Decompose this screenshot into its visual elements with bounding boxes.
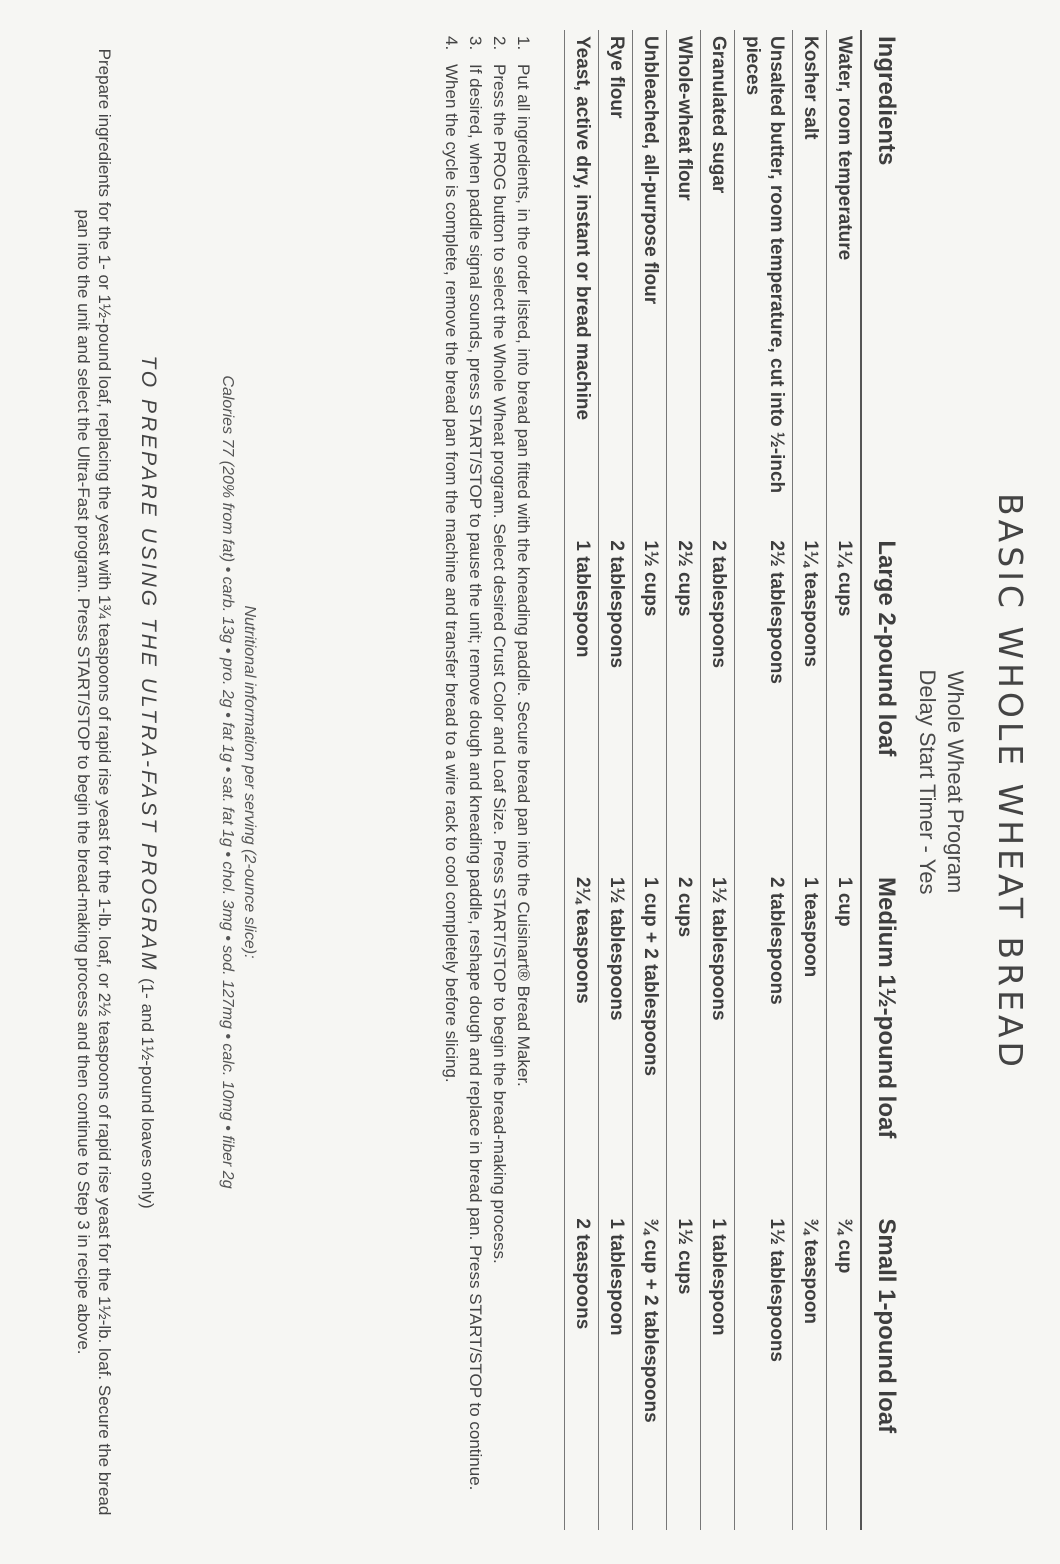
step-number: 2. xyxy=(490,36,509,51)
step-number: 1. xyxy=(514,36,533,51)
medium-amount: 1 cup xyxy=(827,871,862,1212)
large-amount: 1½ cups xyxy=(633,534,667,871)
small-amount: 1 tablespoon xyxy=(701,1212,735,1530)
step-text: Press the PROG button to select the Whole Wheat program. Select desired Crust Color and Loaf Size. Press START/STOP to begin the bread-making process. xyxy=(490,64,509,1264)
large-amount: 1 tablespoon xyxy=(565,534,599,871)
header-large-loaf: Large 2-pound loaf xyxy=(861,534,908,871)
ingredient-name: Yeast, active dry, instant or bread machine xyxy=(565,30,599,534)
large-amount: 1¼ teaspoons xyxy=(793,534,827,871)
ingredient-name: Kosher salt xyxy=(793,30,827,534)
recipe-title: BASIC WHOLE WHEAT BREAD xyxy=(991,493,1030,1071)
large-amount: 2½ tablespoons xyxy=(735,534,793,871)
step-number: 3. xyxy=(466,36,485,51)
medium-amount: 1 cup + 2 tablespoons xyxy=(633,871,667,1212)
ingredient-name: Water, room temperature xyxy=(827,30,862,534)
table-row xyxy=(735,30,793,1530)
medium-amount: 2 cups xyxy=(667,871,701,1212)
large-amount: 2 tablespoons xyxy=(701,534,735,871)
instruction-step xyxy=(464,30,486,1510)
table-row xyxy=(565,30,599,1530)
program-label: Whole Wheat Program xyxy=(943,670,968,894)
nutrition-values: Calories 77 (20% from fat) • carb. 13g • pro. 2g • fat 1g • sat. fat 1g • chol. 3mg • sod. 127mg • calc. 10mg • fiber 2g xyxy=(219,375,236,1189)
table-row xyxy=(701,30,735,1530)
table-row xyxy=(827,30,862,1530)
large-amount: 2 tablespoons xyxy=(599,534,633,871)
step-number: 4. xyxy=(442,36,461,51)
table-row xyxy=(793,30,827,1530)
nutrition-info xyxy=(216,0,260,1564)
delay-start-label: Delay Start Timer - Yes xyxy=(915,669,940,895)
small-amount: 1½ cups xyxy=(667,1212,701,1530)
medium-amount: 1 teaspoon xyxy=(793,871,827,1212)
table-row xyxy=(633,30,667,1530)
medium-amount: 1½ tablespoons xyxy=(701,871,735,1212)
ultra-fast-note: (1- and 1½-pound loaves only) xyxy=(138,978,157,1209)
small-amount: ¾ teaspoon xyxy=(793,1212,827,1530)
small-amount: 1 tablespoon xyxy=(599,1212,633,1530)
large-amount: 1¼ cups xyxy=(827,534,862,871)
table-row xyxy=(667,30,701,1530)
header-medium-loaf: Medium 1½-pound loaf xyxy=(861,871,908,1212)
step-text: If desired, when paddle signal sounds, press START/STOP to pause the unit; remove dough and kneading paddle, reshape dough and replace in bread pan. Press START/STOP to continue. xyxy=(466,64,485,1491)
step-text: When the cycle is complete, remove the bread pan from the machine and transfer bread to a wire rack to cool completely before slicing. xyxy=(442,64,461,1083)
small-amount: 1½ tablespoons xyxy=(735,1212,793,1530)
ultra-fast-body: Prepare ingredients for the 1- or 1½-pound loaf, replacing the yeast with 1¾ teaspoons of rapid rise yeast for the 1-lb. loaf, or 2½ teaspoons of rapid rise yeast for the 1½-lb. loaf. Secure the bread pan into the unit and select the Ultra-Fast program. Press START/STOP to begin the bread-making process and then continue to Step 3 in recipe above. xyxy=(74,48,114,1516)
ingredients-table xyxy=(564,30,908,1530)
nutrition-heading: Nutritional information per serving (2-ounce slice): xyxy=(241,605,258,959)
table-header-row xyxy=(861,30,908,1530)
small-amount: 2 teaspoons xyxy=(565,1212,599,1530)
instruction-steps xyxy=(438,30,534,1510)
ingredient-name: Unsalted butter, room temperature, cut into ½-inch pieces xyxy=(735,30,793,534)
medium-amount: 1½ tablespoons xyxy=(599,871,633,1212)
small-amount: ¾ cup xyxy=(827,1212,862,1530)
ultra-fast-title: TO PREPARE USING THE ULTRA-FAST PROGRAM xyxy=(137,355,160,973)
header-ingredients: Ingredients xyxy=(861,30,908,534)
instruction-step xyxy=(512,30,534,1510)
header-small-loaf: Small 1-pound loaf xyxy=(861,1212,908,1530)
table-row xyxy=(599,30,633,1530)
ingredient-name: Unbleached, all-purpose flour xyxy=(633,30,667,534)
medium-amount: 2¼ teaspoons xyxy=(565,871,599,1212)
ultra-fast-heading xyxy=(136,0,160,1564)
medium-amount: 2 tablespoons xyxy=(735,871,793,1212)
ingredient-name: Granulated sugar xyxy=(701,30,735,534)
instruction-step xyxy=(440,30,462,1510)
step-text: Put all ingredients, in the order listed, into bread pan fitted with the kneading paddle. Secure bread pan into the Cuisinart® Bread Maker. xyxy=(514,64,533,1087)
instruction-step xyxy=(488,30,510,1510)
large-amount: 2½ cups xyxy=(667,534,701,871)
ingredient-name: Rye flour xyxy=(599,30,633,534)
small-amount: ¾ cup + 2 tablespoons xyxy=(633,1212,667,1530)
ingredient-name: Whole-wheat flour xyxy=(667,30,701,534)
